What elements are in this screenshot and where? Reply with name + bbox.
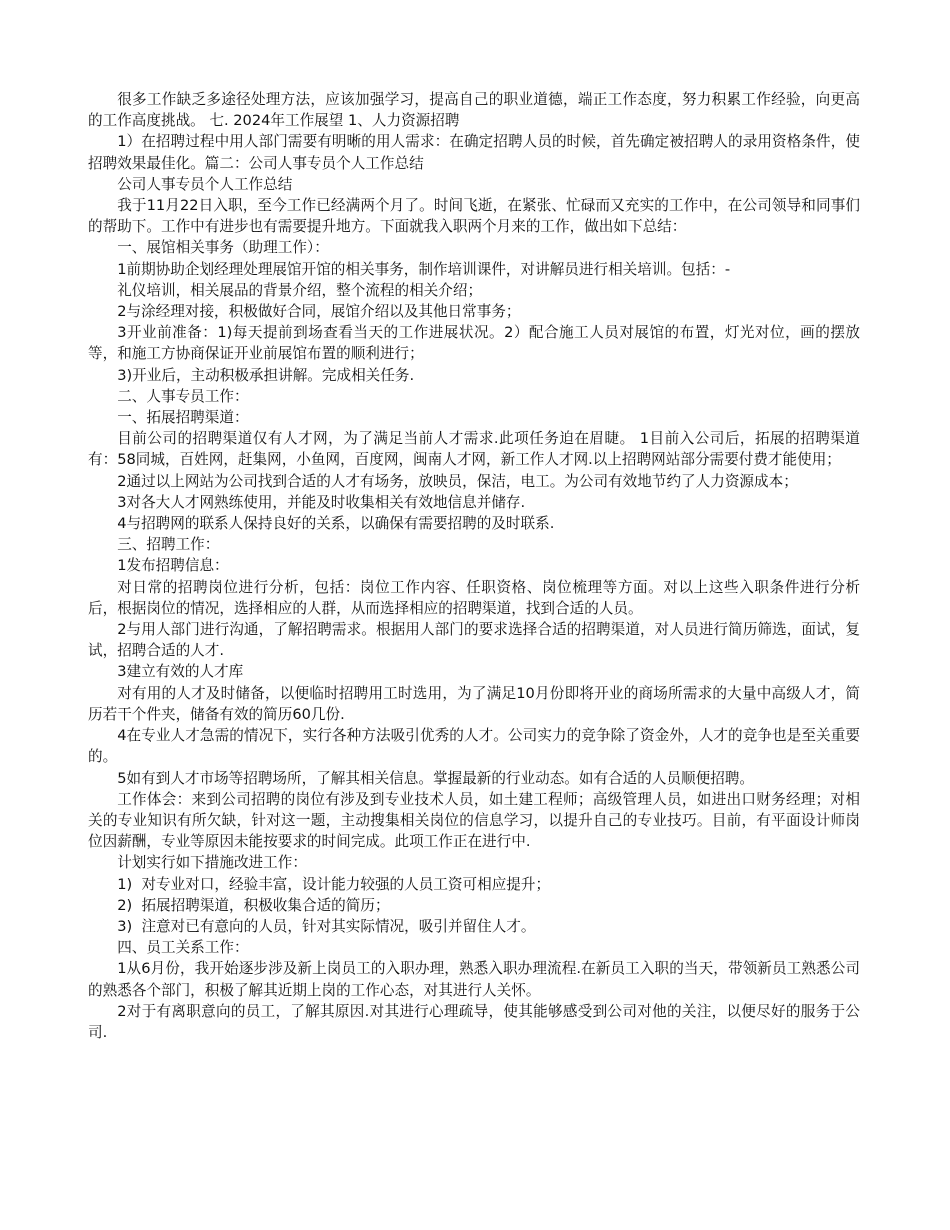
paragraph: 4在专业人才急需的情况下，实行各种方法吸引优秀的人才。公司实力的竞争除了资金外，人才的竞争也是至关重要的。 xyxy=(88,727,860,766)
paragraph: 2对于有离职意向的员工，了解其原因.对其进行心理疏导，使其能够感受到公司对他的关注，以便尽好的服务于公司. xyxy=(88,1002,860,1041)
paragraph: 2与用人部门进行沟通，了解招聘需求。根据用人部门的要求选择合适的招聘渠道，对人员进行简历筛选，面试，复试，招聘合适的人才. xyxy=(88,621,860,660)
paragraph: 1发布招聘信息： xyxy=(117,557,229,575)
section-heading: 二、人事专员工作： xyxy=(117,387,249,405)
section-heading: 一、拓展招聘渠道： xyxy=(117,409,249,427)
paragraph: 对日常的招聘岗位进行分析，包括：岗位工作内容、任职资格、岗位梳理等方面。对以上这些入职条件进行分析后，根据岗位的情况，选择相应的人群，从而选择相应的招聘渠道，找到合适的人员。 xyxy=(88,578,860,617)
list-item: 3) 注意对已有意向的人员，针对其实际情况，吸引并留住人才。 xyxy=(117,917,536,935)
paragraph: 2与涂经理对接，积极做好合同，展馆介绍以及其他日常事务； xyxy=(117,303,521,321)
section-heading: 三、招聘工作： xyxy=(117,536,220,554)
paragraph: 礼仪培训，相关展品的背景介绍，整个流程的相关介绍； xyxy=(117,281,483,299)
section-heading: 四、员工关系工作： xyxy=(117,939,249,957)
paragraph: 5如有到人才市场等招聘场所，了解其相关信息。掌握最新的行业动态。如有合适的人员顺便招聘。 xyxy=(117,769,755,787)
paragraph: 3对各大人才网熟练使用，并能及时收集相关有效地信息并储存. xyxy=(117,493,526,511)
paragraph: 对有用的人才及时储备，以便临时招聘用工时选用，为了满足10月份即将开业的商场所需求的大量中高级人才，简历若干个件夹，储备有效的简历60几份. xyxy=(88,684,860,723)
list-item: 1) 对专业对口，经验丰富，设计能力较强的人员工资可相应提升； xyxy=(117,875,551,893)
paragraph: 3建立有效的人才库 xyxy=(117,663,244,681)
paragraph: 1）在招聘过程中用人部门需要有明晰的用人需求：在确定招聘人员的时候，首先确定被招聘人的录用资格条件，使招聘效果最佳化。篇二：公司人事专员个人工作总结 xyxy=(88,133,860,172)
paragraph: 很多工作缺乏多途径处理方法，应该加强学习，提高自己的职业道德，端正工作态度，努力积累工作经验，向更高的工作高度挑战。 七. 2024年工作展望 1、人力资源招聘 xyxy=(88,91,860,130)
paragraph: 4与招聘网的联系人保持良好的关系，以确保有需要招聘的及时联系. xyxy=(117,515,555,533)
paragraph: 1从6月份，我开始逐步涉及新上岗员工的入职办理，熟悉入职办理流程.在新员工入职的当天，带领新员工熟悉公司的熟悉各个部门，积极了解其近期上岗的工作心态，对其进行人关怀。 xyxy=(88,960,860,999)
paragraph: 2通过以上网站为公司找到合适的人才有场务，放映员，保洁，电工。为公司有效地节约了人力资源成本； xyxy=(117,472,798,490)
paragraph: 3)开业后，主动积极承担讲解。完成相关任务. xyxy=(117,366,415,384)
list-item: 2) 拓展招聘渠道，积极收集合适的简历； xyxy=(117,896,390,914)
paragraph: 3开业前准备：1)每天提前到场查看当天的工作进展状况。2）配合施工人员对展馆的布置，灯光对位，画的摆放等，和施工方协商保证开业前展馆布置的顺利进行； xyxy=(88,324,860,363)
paragraph: 目前公司的招聘渠道仅有人才网，为了满足当前人才需求.此项任务迫在眉睫。 1目前入公司后，拓展的招聘渠道有：58同城，百姓网，赶集网，小鱼网，百度网，闽南人才网，新工作人才网.以上招聘网站部分需要付费才能使用； xyxy=(88,430,860,469)
paragraph: 工作体会：来到公司招聘的岗位有涉及到专业技术人员，如土建工程师；高级管理人员，如进出口财务经理；对相关的专业知识有所欠缺，针对这一题，主动搜集相关岗位的信息学习，以提升自己的专业技巧。目前，有平面设计师岗位因薪酬，专业等原因未能按要求的时间完成。此项工作正在进行中. xyxy=(88,790,860,851)
paragraph: 1前期协助企划经理处理展馆开馆的相关事务，制作培训课件，对讲解员进行相关培训。包括：- xyxy=(117,260,731,278)
section-heading: 一、展馆相关事务（助理工作）： xyxy=(117,239,329,257)
paragraph: 我于11月22日入职，至今工作已经满两个月了。时间飞逝，在紧张、忙碌而又充实的工作中，在公司领导和同事们的帮助下。工作中有进步也有需要提升地方。下面就我入职两个月来的工作，做出如下总结： xyxy=(88,197,860,236)
paragraph: 公司人事专员个人工作总结 xyxy=(117,175,293,193)
document-body xyxy=(88,89,860,1043)
paragraph: 计划实行如下措施改进工作： xyxy=(117,854,307,872)
